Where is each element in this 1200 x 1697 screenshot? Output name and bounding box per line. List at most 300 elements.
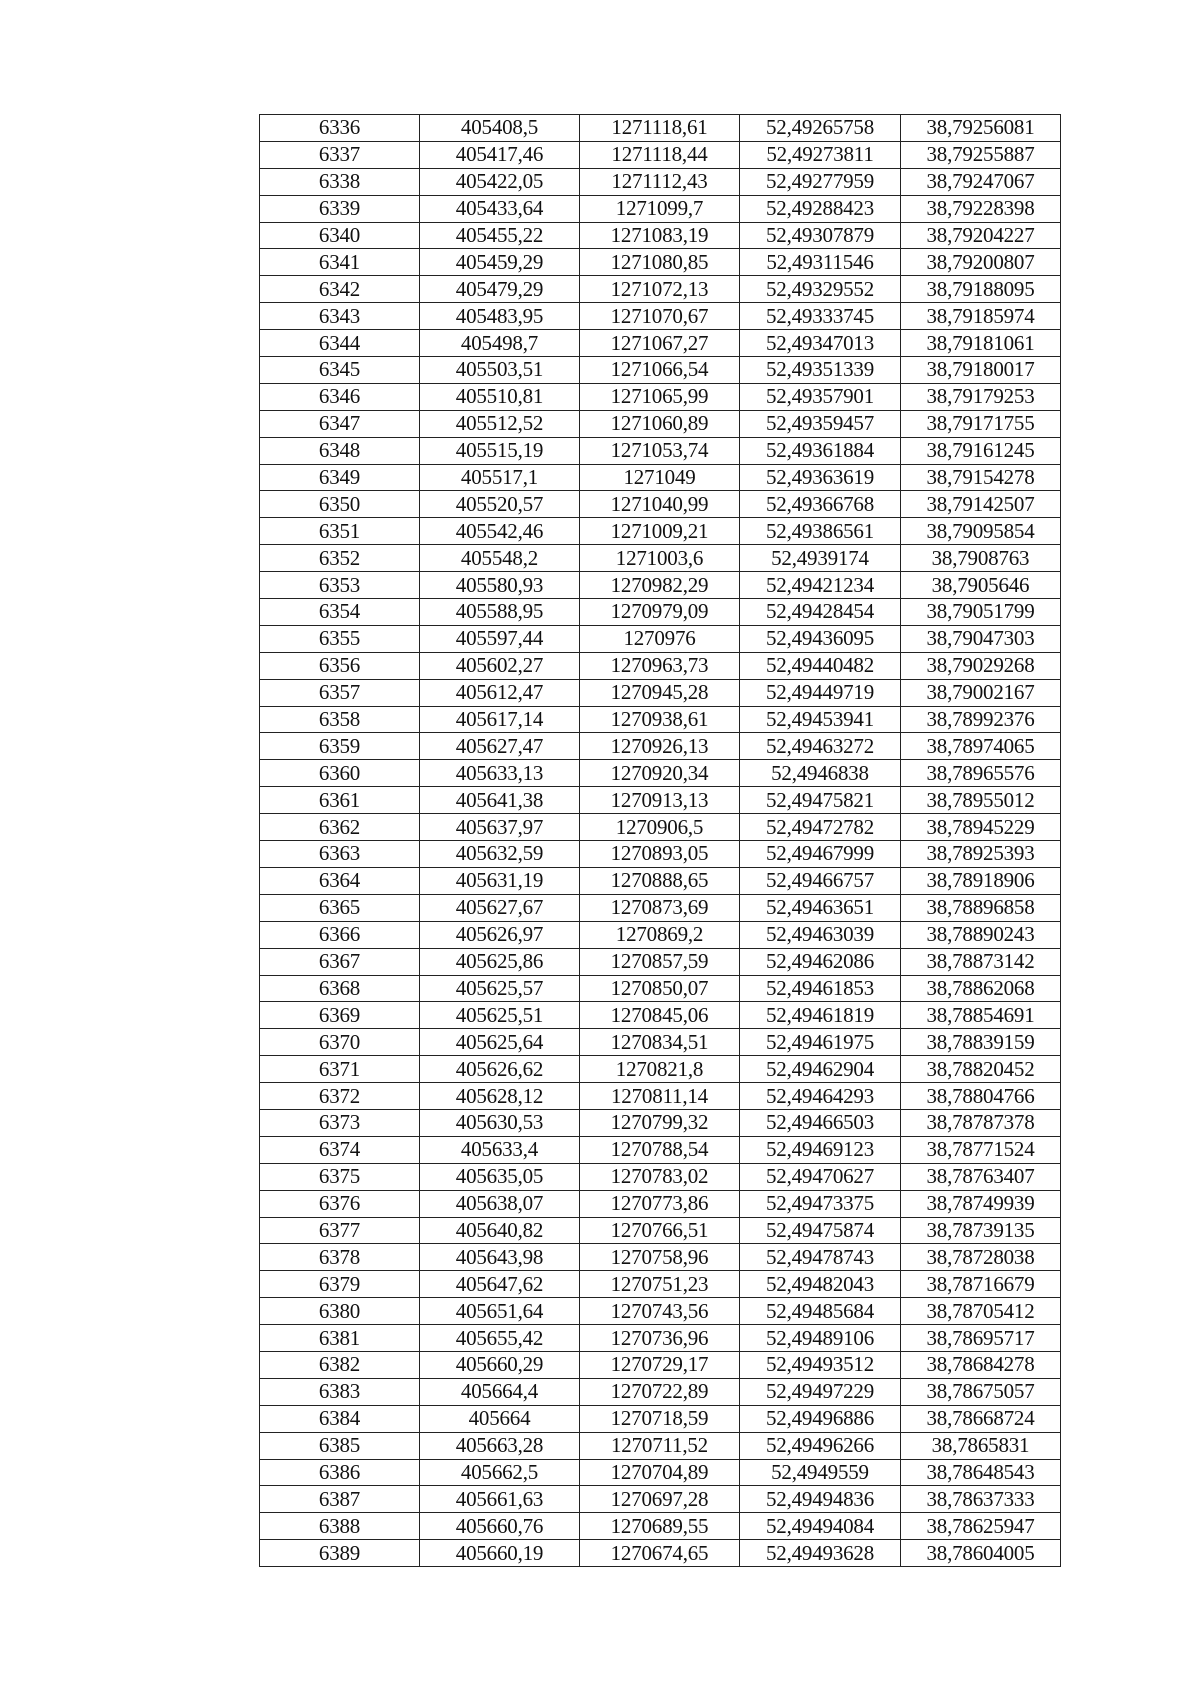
- table-row: [260, 1459, 1061, 1486]
- longitude-cell: 38,7908763: [901, 545, 1061, 572]
- latitude-cell: 52,49489106: [740, 1325, 901, 1352]
- longitude-cell: 38,79200807: [901, 249, 1061, 276]
- x-coordinate-cell: 405630,53: [420, 1109, 580, 1136]
- x-coordinate-cell: 405662,5: [420, 1459, 580, 1486]
- table-row: [260, 491, 1061, 518]
- longitude-cell: 38,78716679: [901, 1271, 1061, 1298]
- latitude-cell: 52,49485684: [740, 1298, 901, 1325]
- point-number-cell: 6371: [260, 1056, 420, 1083]
- table-row: [260, 572, 1061, 599]
- longitude-cell: 38,78918906: [901, 867, 1061, 894]
- longitude-cell: 38,78771524: [901, 1136, 1061, 1163]
- point-number-cell: 6349: [260, 464, 420, 491]
- y-coordinate-cell: 1270788,54: [580, 1136, 740, 1163]
- y-coordinate-cell: 1270751,23: [580, 1271, 740, 1298]
- point-number-cell: 6360: [260, 760, 420, 787]
- longitude-cell: 38,79228398: [901, 195, 1061, 222]
- table-row: [260, 1271, 1061, 1298]
- point-number-cell: 6341: [260, 249, 420, 276]
- point-number-cell: 6374: [260, 1136, 420, 1163]
- point-number-cell: 6344: [260, 330, 420, 357]
- longitude-cell: 38,79095854: [901, 518, 1061, 545]
- latitude-cell: 52,49462904: [740, 1056, 901, 1083]
- y-coordinate-cell: 1270888,65: [580, 867, 740, 894]
- x-coordinate-cell: 405637,97: [420, 814, 580, 841]
- y-coordinate-cell: 1271080,85: [580, 249, 740, 276]
- y-coordinate-cell: 1271067,27: [580, 330, 740, 357]
- y-coordinate-cell: 1270711,52: [580, 1432, 740, 1459]
- coordinates-table: [259, 114, 1061, 1567]
- longitude-cell: 38,7865831: [901, 1432, 1061, 1459]
- point-number-cell: 6368: [260, 975, 420, 1002]
- latitude-cell: 52,49461819: [740, 1002, 901, 1029]
- y-coordinate-cell: 1270938,61: [580, 706, 740, 733]
- latitude-cell: 52,49469123: [740, 1136, 901, 1163]
- longitude-cell: 38,79154278: [901, 464, 1061, 491]
- latitude-cell: 52,49449719: [740, 679, 901, 706]
- y-coordinate-cell: 1270718,59: [580, 1405, 740, 1432]
- longitude-cell: 38,78675057: [901, 1378, 1061, 1405]
- point-number-cell: 6376: [260, 1190, 420, 1217]
- y-coordinate-cell: 1271060,89: [580, 410, 740, 437]
- longitude-cell: 38,79181061: [901, 330, 1061, 357]
- latitude-cell: 52,49463651: [740, 894, 901, 921]
- point-number-cell: 6380: [260, 1298, 420, 1325]
- x-coordinate-cell: 405479,29: [420, 276, 580, 303]
- point-number-cell: 6365: [260, 894, 420, 921]
- y-coordinate-cell: 1270845,06: [580, 1002, 740, 1029]
- table-row: [260, 115, 1061, 142]
- longitude-cell: 38,78739135: [901, 1217, 1061, 1244]
- point-number-cell: 6353: [260, 572, 420, 599]
- longitude-cell: 38,78763407: [901, 1163, 1061, 1190]
- table-row: [260, 1109, 1061, 1136]
- longitude-cell: 38,78648543: [901, 1459, 1061, 1486]
- x-coordinate-cell: 405625,64: [420, 1029, 580, 1056]
- x-coordinate-cell: 405580,93: [420, 572, 580, 599]
- table-row: [260, 1244, 1061, 1271]
- point-number-cell: 6384: [260, 1405, 420, 1432]
- latitude-cell: 52,49440482: [740, 652, 901, 679]
- table-row: [260, 867, 1061, 894]
- point-number-cell: 6359: [260, 733, 420, 760]
- latitude-cell: 52,49482043: [740, 1271, 901, 1298]
- table-row: [260, 303, 1061, 330]
- longitude-cell: 38,79256081: [901, 115, 1061, 142]
- x-coordinate-cell: 405625,86: [420, 948, 580, 975]
- y-coordinate-cell: 1270773,86: [580, 1190, 740, 1217]
- latitude-cell: 52,49333745: [740, 303, 901, 330]
- longitude-cell: 38,79171755: [901, 410, 1061, 437]
- point-number-cell: 6386: [260, 1459, 420, 1486]
- longitude-cell: 38,78695717: [901, 1325, 1061, 1352]
- table-row: [260, 383, 1061, 410]
- table-row: [260, 1190, 1061, 1217]
- x-coordinate-cell: 405628,12: [420, 1083, 580, 1110]
- x-coordinate-cell: 405417,46: [420, 141, 580, 168]
- latitude-cell: 52,49478743: [740, 1244, 901, 1271]
- latitude-cell: 52,49311546: [740, 249, 901, 276]
- y-coordinate-cell: 1271118,61: [580, 115, 740, 142]
- table-row: [260, 1136, 1061, 1163]
- latitude-cell: 52,49496266: [740, 1432, 901, 1459]
- longitude-cell: 38,79185974: [901, 303, 1061, 330]
- point-number-cell: 6364: [260, 867, 420, 894]
- table-row: [260, 1217, 1061, 1244]
- latitude-cell: 52,4939174: [740, 545, 901, 572]
- point-number-cell: 6389: [260, 1540, 420, 1567]
- x-coordinate-cell: 405515,19: [420, 437, 580, 464]
- point-number-cell: 6366: [260, 921, 420, 948]
- y-coordinate-cell: 1271070,67: [580, 303, 740, 330]
- table-row: [260, 1513, 1061, 1540]
- table-row: [260, 249, 1061, 276]
- point-number-cell: 6373: [260, 1109, 420, 1136]
- y-coordinate-cell: 1270834,51: [580, 1029, 740, 1056]
- table-row: [260, 1405, 1061, 1432]
- table-row: [260, 1298, 1061, 1325]
- x-coordinate-cell: 405626,62: [420, 1056, 580, 1083]
- point-number-cell: 6358: [260, 706, 420, 733]
- x-coordinate-cell: 405612,47: [420, 679, 580, 706]
- x-coordinate-cell: 405498,7: [420, 330, 580, 357]
- y-coordinate-cell: 1270799,32: [580, 1109, 740, 1136]
- x-coordinate-cell: 405483,95: [420, 303, 580, 330]
- latitude-cell: 52,49494836: [740, 1486, 901, 1513]
- latitude-cell: 52,49462086: [740, 948, 901, 975]
- x-coordinate-cell: 405660,29: [420, 1351, 580, 1378]
- latitude-cell: 52,49463039: [740, 921, 901, 948]
- longitude-cell: 38,79180017: [901, 357, 1061, 384]
- x-coordinate-cell: 405627,67: [420, 894, 580, 921]
- longitude-cell: 38,78992376: [901, 706, 1061, 733]
- x-coordinate-cell: 405625,57: [420, 975, 580, 1002]
- x-coordinate-cell: 405617,14: [420, 706, 580, 733]
- table-row: [260, 599, 1061, 626]
- x-coordinate-cell: 405664: [420, 1405, 580, 1432]
- y-coordinate-cell: 1270913,13: [580, 787, 740, 814]
- longitude-cell: 38,78684278: [901, 1351, 1061, 1378]
- table-row: [260, 975, 1061, 1002]
- latitude-cell: 52,49288423: [740, 195, 901, 222]
- table-row: [260, 1540, 1061, 1567]
- x-coordinate-cell: 405664,4: [420, 1378, 580, 1405]
- point-number-cell: 6347: [260, 410, 420, 437]
- table-row: [260, 1351, 1061, 1378]
- table-row: [260, 679, 1061, 706]
- y-coordinate-cell: 1270979,09: [580, 599, 740, 626]
- y-coordinate-cell: 1271003,6: [580, 545, 740, 572]
- longitude-cell: 38,78873142: [901, 948, 1061, 975]
- x-coordinate-cell: 405602,27: [420, 652, 580, 679]
- longitude-cell: 38,79029268: [901, 652, 1061, 679]
- point-number-cell: 6343: [260, 303, 420, 330]
- table-row: [260, 1002, 1061, 1029]
- latitude-cell: 52,49467999: [740, 841, 901, 868]
- point-number-cell: 6363: [260, 841, 420, 868]
- x-coordinate-cell: 405647,62: [420, 1271, 580, 1298]
- y-coordinate-cell: 1270722,89: [580, 1378, 740, 1405]
- x-coordinate-cell: 405510,81: [420, 383, 580, 410]
- y-coordinate-cell: 1270729,17: [580, 1351, 740, 1378]
- latitude-cell: 52,49466503: [740, 1109, 901, 1136]
- point-number-cell: 6339: [260, 195, 420, 222]
- longitude-cell: 38,78955012: [901, 787, 1061, 814]
- latitude-cell: 52,49329552: [740, 276, 901, 303]
- y-coordinate-cell: 1271072,13: [580, 276, 740, 303]
- y-coordinate-cell: 1270869,2: [580, 921, 740, 948]
- longitude-cell: 38,79047303: [901, 625, 1061, 652]
- y-coordinate-cell: 1271049: [580, 464, 740, 491]
- longitude-cell: 38,78820452: [901, 1056, 1061, 1083]
- x-coordinate-cell: 405548,2: [420, 545, 580, 572]
- latitude-cell: 52,49359457: [740, 410, 901, 437]
- longitude-cell: 38,79161245: [901, 437, 1061, 464]
- point-number-cell: 6340: [260, 222, 420, 249]
- latitude-cell: 52,49277959: [740, 168, 901, 195]
- table-row: [260, 814, 1061, 841]
- table-row: [260, 141, 1061, 168]
- latitude-cell: 52,49470627: [740, 1163, 901, 1190]
- point-number-cell: 6338: [260, 168, 420, 195]
- table-row: [260, 195, 1061, 222]
- latitude-cell: 52,49464293: [740, 1083, 901, 1110]
- x-coordinate-cell: 405433,64: [420, 195, 580, 222]
- y-coordinate-cell: 1270743,56: [580, 1298, 740, 1325]
- longitude-cell: 38,78728038: [901, 1244, 1061, 1271]
- y-coordinate-cell: 1271040,99: [580, 491, 740, 518]
- y-coordinate-cell: 1270920,34: [580, 760, 740, 787]
- point-number-cell: 6382: [260, 1351, 420, 1378]
- y-coordinate-cell: 1271053,74: [580, 437, 740, 464]
- y-coordinate-cell: 1271065,99: [580, 383, 740, 410]
- latitude-cell: 52,49351339: [740, 357, 901, 384]
- x-coordinate-cell: 405631,19: [420, 867, 580, 894]
- x-coordinate-cell: 405643,98: [420, 1244, 580, 1271]
- point-number-cell: 6352: [260, 545, 420, 572]
- latitude-cell: 52,49475874: [740, 1217, 901, 1244]
- longitude-cell: 38,78854691: [901, 1002, 1061, 1029]
- longitude-cell: 38,78749939: [901, 1190, 1061, 1217]
- x-coordinate-cell: 405422,05: [420, 168, 580, 195]
- longitude-cell: 38,79002167: [901, 679, 1061, 706]
- longitude-cell: 38,78839159: [901, 1029, 1061, 1056]
- y-coordinate-cell: 1270873,69: [580, 894, 740, 921]
- longitude-cell: 38,78945229: [901, 814, 1061, 841]
- table-row: [260, 894, 1061, 921]
- longitude-cell: 38,78625947: [901, 1513, 1061, 1540]
- x-coordinate-cell: 405517,1: [420, 464, 580, 491]
- y-coordinate-cell: 1271118,44: [580, 141, 740, 168]
- table-row: [260, 948, 1061, 975]
- y-coordinate-cell: 1270893,05: [580, 841, 740, 868]
- y-coordinate-cell: 1270689,55: [580, 1513, 740, 1540]
- x-coordinate-cell: 405627,47: [420, 733, 580, 760]
- latitude-cell: 52,49493512: [740, 1351, 901, 1378]
- x-coordinate-cell: 405651,64: [420, 1298, 580, 1325]
- point-number-cell: 6346: [260, 383, 420, 410]
- longitude-cell: 38,79142507: [901, 491, 1061, 518]
- x-coordinate-cell: 405625,51: [420, 1002, 580, 1029]
- table-row: [260, 222, 1061, 249]
- x-coordinate-cell: 405635,05: [420, 1163, 580, 1190]
- x-coordinate-cell: 405633,13: [420, 760, 580, 787]
- coordinates-table-body: [260, 115, 1061, 1567]
- y-coordinate-cell: 1270766,51: [580, 1217, 740, 1244]
- x-coordinate-cell: 405638,07: [420, 1190, 580, 1217]
- latitude-cell: 52,49357901: [740, 383, 901, 410]
- table-row: [260, 787, 1061, 814]
- x-coordinate-cell: 405632,59: [420, 841, 580, 868]
- x-coordinate-cell: 405661,63: [420, 1486, 580, 1513]
- table-row: [260, 437, 1061, 464]
- point-number-cell: 6385: [260, 1432, 420, 1459]
- x-coordinate-cell: 405660,76: [420, 1513, 580, 1540]
- latitude-cell: 52,49421234: [740, 572, 901, 599]
- x-coordinate-cell: 405655,42: [420, 1325, 580, 1352]
- longitude-cell: 38,78896858: [901, 894, 1061, 921]
- y-coordinate-cell: 1270906,5: [580, 814, 740, 841]
- table-row: [260, 1378, 1061, 1405]
- point-number-cell: 6387: [260, 1486, 420, 1513]
- point-number-cell: 6381: [260, 1325, 420, 1352]
- y-coordinate-cell: 1270821,8: [580, 1056, 740, 1083]
- y-coordinate-cell: 1270982,29: [580, 572, 740, 599]
- table-row: [260, 733, 1061, 760]
- table-row: [260, 1486, 1061, 1513]
- x-coordinate-cell: 405597,44: [420, 625, 580, 652]
- y-coordinate-cell: 1271099,7: [580, 195, 740, 222]
- latitude-cell: 52,4949559: [740, 1459, 901, 1486]
- latitude-cell: 52,49453941: [740, 706, 901, 733]
- x-coordinate-cell: 405660,19: [420, 1540, 580, 1567]
- table-row: [260, 1432, 1061, 1459]
- x-coordinate-cell: 405512,52: [420, 410, 580, 437]
- latitude-cell: 52,49496886: [740, 1405, 901, 1432]
- point-number-cell: 6354: [260, 599, 420, 626]
- latitude-cell: 52,49497229: [740, 1378, 901, 1405]
- latitude-cell: 52,49463272: [740, 733, 901, 760]
- x-coordinate-cell: 405455,22: [420, 222, 580, 249]
- longitude-cell: 38,78637333: [901, 1486, 1061, 1513]
- x-coordinate-cell: 405633,4: [420, 1136, 580, 1163]
- longitude-cell: 38,78787378: [901, 1109, 1061, 1136]
- x-coordinate-cell: 405626,97: [420, 921, 580, 948]
- table-row: [260, 841, 1061, 868]
- point-number-cell: 6369: [260, 1002, 420, 1029]
- y-coordinate-cell: 1271112,43: [580, 168, 740, 195]
- x-coordinate-cell: 405459,29: [420, 249, 580, 276]
- point-number-cell: 6379: [260, 1271, 420, 1298]
- longitude-cell: 38,78804766: [901, 1083, 1061, 1110]
- y-coordinate-cell: 1270736,96: [580, 1325, 740, 1352]
- table-row: [260, 545, 1061, 572]
- point-number-cell: 6350: [260, 491, 420, 518]
- latitude-cell: 52,4946838: [740, 760, 901, 787]
- point-number-cell: 6355: [260, 625, 420, 652]
- longitude-cell: 38,79051799: [901, 599, 1061, 626]
- latitude-cell: 52,49386561: [740, 518, 901, 545]
- latitude-cell: 52,49466757: [740, 867, 901, 894]
- y-coordinate-cell: 1270697,28: [580, 1486, 740, 1513]
- table-row: [260, 706, 1061, 733]
- latitude-cell: 52,49494084: [740, 1513, 901, 1540]
- point-number-cell: 6361: [260, 787, 420, 814]
- y-coordinate-cell: 1271066,54: [580, 357, 740, 384]
- latitude-cell: 52,49493628: [740, 1540, 901, 1567]
- y-coordinate-cell: 1270945,28: [580, 679, 740, 706]
- y-coordinate-cell: 1271009,21: [580, 518, 740, 545]
- y-coordinate-cell: 1270850,07: [580, 975, 740, 1002]
- table-row: [260, 921, 1061, 948]
- latitude-cell: 52,49347013: [740, 330, 901, 357]
- x-coordinate-cell: 405663,28: [420, 1432, 580, 1459]
- point-number-cell: 6342: [260, 276, 420, 303]
- table-row: [260, 276, 1061, 303]
- table-row: [260, 760, 1061, 787]
- y-coordinate-cell: 1270783,02: [580, 1163, 740, 1190]
- longitude-cell: 38,79188095: [901, 276, 1061, 303]
- point-number-cell: 6336: [260, 115, 420, 142]
- longitude-cell: 38,7905646: [901, 572, 1061, 599]
- longitude-cell: 38,78668724: [901, 1405, 1061, 1432]
- y-coordinate-cell: 1270857,59: [580, 948, 740, 975]
- point-number-cell: 6375: [260, 1163, 420, 1190]
- latitude-cell: 52,49436095: [740, 625, 901, 652]
- longitude-cell: 38,78862068: [901, 975, 1061, 1002]
- y-coordinate-cell: 1270704,89: [580, 1459, 740, 1486]
- point-number-cell: 6351: [260, 518, 420, 545]
- latitude-cell: 52,49307879: [740, 222, 901, 249]
- point-number-cell: 6337: [260, 141, 420, 168]
- table-row: [260, 1083, 1061, 1110]
- table-row: [260, 1056, 1061, 1083]
- latitude-cell: 52,49361884: [740, 437, 901, 464]
- point-number-cell: 6372: [260, 1083, 420, 1110]
- x-coordinate-cell: 405640,82: [420, 1217, 580, 1244]
- latitude-cell: 52,49472782: [740, 814, 901, 841]
- y-coordinate-cell: 1270963,73: [580, 652, 740, 679]
- latitude-cell: 52,49428454: [740, 599, 901, 626]
- x-coordinate-cell: 405503,51: [420, 357, 580, 384]
- longitude-cell: 38,78925393: [901, 841, 1061, 868]
- point-number-cell: 6362: [260, 814, 420, 841]
- table-row: [260, 330, 1061, 357]
- table-row: [260, 168, 1061, 195]
- point-number-cell: 6370: [260, 1029, 420, 1056]
- point-number-cell: 6383: [260, 1378, 420, 1405]
- table-row: [260, 518, 1061, 545]
- y-coordinate-cell: 1270926,13: [580, 733, 740, 760]
- latitude-cell: 52,49273811: [740, 141, 901, 168]
- table-row: [260, 410, 1061, 437]
- y-coordinate-cell: 1271083,19: [580, 222, 740, 249]
- latitude-cell: 52,49265758: [740, 115, 901, 142]
- point-number-cell: 6348: [260, 437, 420, 464]
- x-coordinate-cell: 405542,46: [420, 518, 580, 545]
- longitude-cell: 38,78890243: [901, 921, 1061, 948]
- longitude-cell: 38,79204227: [901, 222, 1061, 249]
- latitude-cell: 52,49475821: [740, 787, 901, 814]
- longitude-cell: 38,79179253: [901, 383, 1061, 410]
- x-coordinate-cell: 405520,57: [420, 491, 580, 518]
- point-number-cell: 6378: [260, 1244, 420, 1271]
- latitude-cell: 52,49366768: [740, 491, 901, 518]
- longitude-cell: 38,79255887: [901, 141, 1061, 168]
- table-row: [260, 625, 1061, 652]
- longitude-cell: 38,78604005: [901, 1540, 1061, 1567]
- point-number-cell: 6388: [260, 1513, 420, 1540]
